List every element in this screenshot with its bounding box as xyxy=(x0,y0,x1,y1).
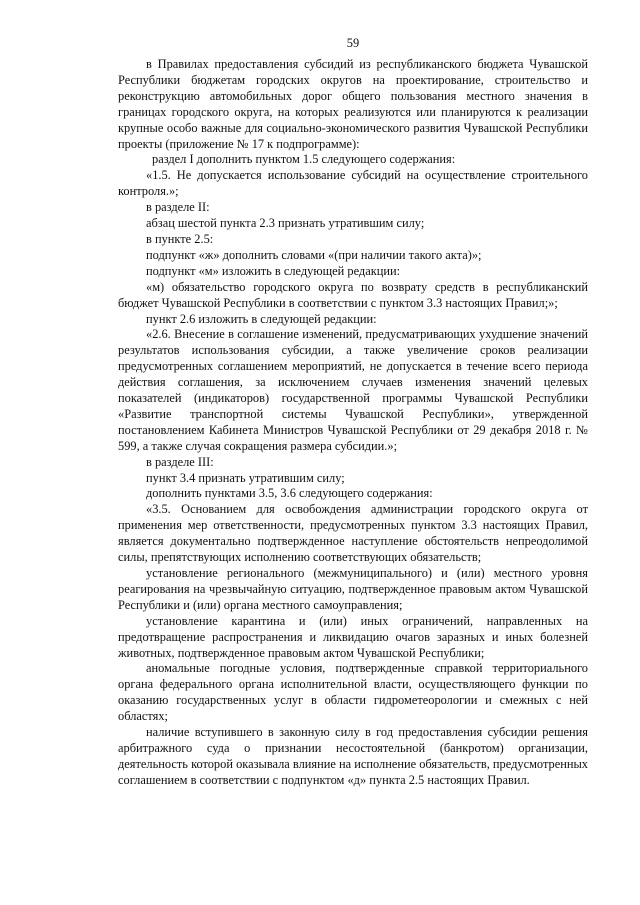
paragraph: подпункт «ж» дополнить словами «(при наличии такого акта)»; xyxy=(146,247,482,262)
paragraph: пункт 2.6 изложить в следующей редакции: xyxy=(146,311,377,326)
page-number: 59 xyxy=(346,36,360,50)
paragraph: в Правилах предоставления субсидий из республиканского бюджета Чувашской Республики бюджетам городских округов на проектирование, строительство и реконструкцию автомобильных дорог общего пользования местного значения в границах городского округа, на которых реализуются или планируются к реализации крупные особо важные для социально-экономического развития Чувашской Республики проекты (приложение № 17 к подпрограмме): xyxy=(118,57,588,151)
paragraph: раздел I дополнить пунктом 1.5 следующего содержания: xyxy=(152,152,456,167)
paragraph: в разделе III: xyxy=(146,454,214,469)
paragraph: аномальные погодные условия, подтвержденные справкой территориального органа федерального органа исполнительной власти, осуществляющего функции по оказанию государственных услуг в области гидрометеорологии и смежных с ней областях; xyxy=(118,661,588,724)
paragraph: «м) обязательство городского округа по возврату средств в республиканский бюджет Чувашской Республики в соответствии с пунктом 3.3 настоящих Правил;»; xyxy=(118,279,588,310)
paragraph: в разделе II: xyxy=(146,200,210,215)
paragraph: подпункт «м» изложить в следующей редакции: xyxy=(146,263,401,278)
paragraph: в пункте 2.5: xyxy=(146,231,214,246)
paragraph: установление карантина и (или) иных ограничений, направленных на предотвращение распространения и ликвидацию очагов заразных и иных болезней животных, подтвержденное правовым актом Чувашской Республики; xyxy=(118,613,588,660)
paragraph: дополнить пунктами 3.5, 3.6 следующего содержания: xyxy=(146,486,433,501)
paragraph: пункт 3.4 признать утратившим силу; xyxy=(146,470,345,485)
document-body xyxy=(118,57,588,789)
paragraph: наличие вступившего в законную силу в год предоставления субсидии решения арбитражного суда о признании несостоятельной (банкротом) организации, деятельность которой оказывала влияние на исполнение обязательств, предусмотренных соглашением в соответствии с подпунктом «д» пункта 2.5 настоящих Правил. xyxy=(118,725,588,787)
paragraph: «2.6. Внесение в соглашение изменений, предусматривающих ухудшение значений результатов использования субсидии, а также увеличение сроков реализации предусмотренных соглашением мероприятий, не допускается в течение всего периода действия соглашения, за исключением случаев изменения значений целевых показателей (индикаторов) государственной программы Чувашской Республики «Развитие транспортной системы Чувашской Республики», утвержденной постановлением Кабинета Министров Чувашской Республики от 29 декабря 2018 г. № 599, а также случая сокращения размера субсидии.»; xyxy=(118,327,588,453)
paragraph: «1.5. Не допускается использование субсидий на осуществление строительного контроля.»; xyxy=(118,168,588,199)
paragraph: абзац шестой пункта 2.3 признать утратившим силу; xyxy=(146,216,425,231)
paragraph: установление регионального (межмуниципального) и (или) местного уровня реагирования на чрезвычайную ситуацию, подтвержденное правовым актом Чувашской Республики и (или) органа местного самоуправления; xyxy=(118,566,588,612)
paragraph: «3.5. Основанием для освобождения администрации городского округа от применения мер ответственности, предусмотренных пунктом 3.3 настоящих Правил, является документально подтвержденное наступление обстоятельств непреодолимой силы, препятствующих исполнению соответствующих обязательств; xyxy=(118,502,588,565)
